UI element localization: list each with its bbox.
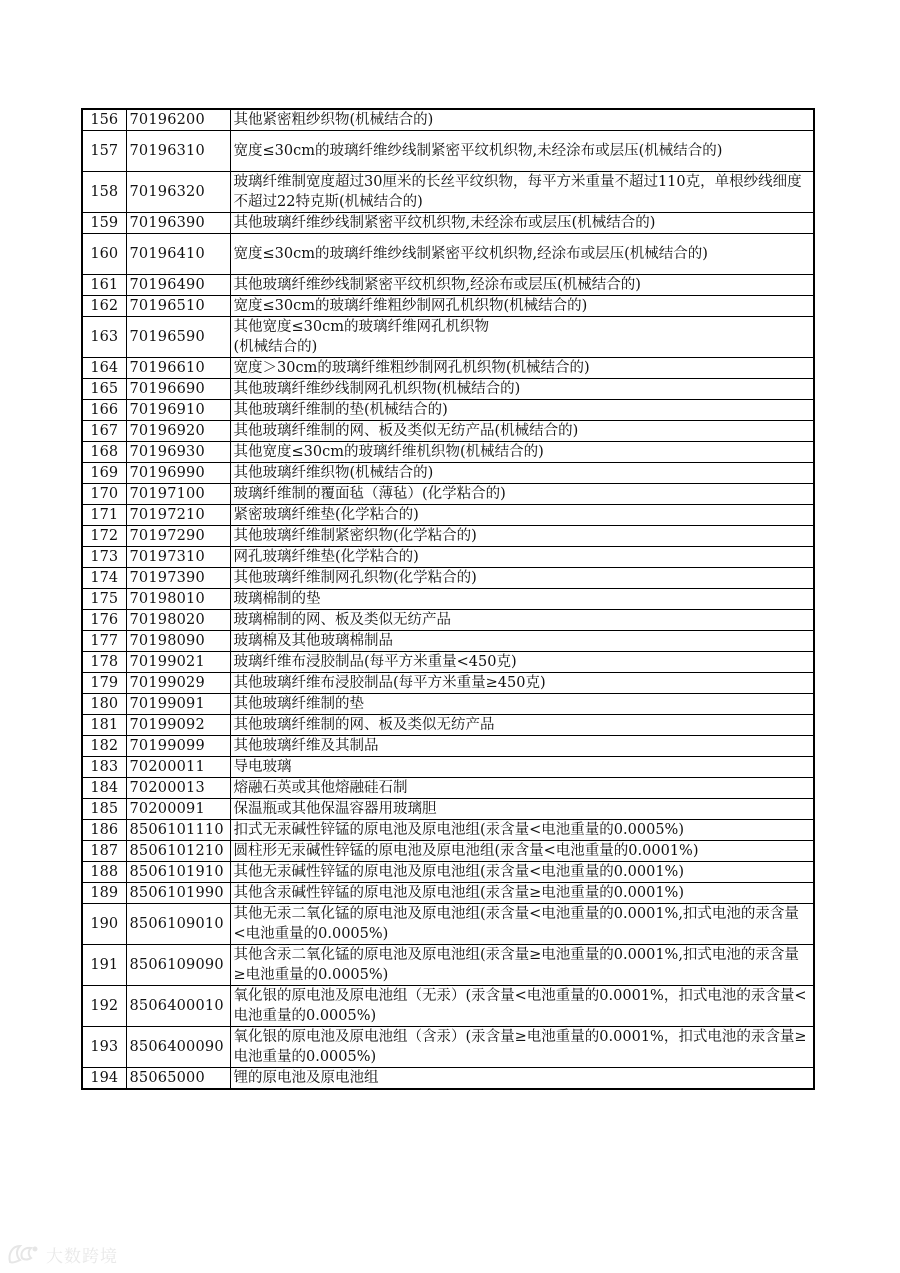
hs-code: 70197100: [126, 484, 230, 505]
hs-code: 8506101910: [126, 862, 230, 883]
product-description: 玻璃纤维制宽度超过30厘米的长丝平纹织物，每平方米重量不超过110克，单根纱线细度不超过22特克斯(机械结合的): [230, 172, 814, 213]
table-row: [82, 715, 814, 736]
product-description: 氧化银的原电池及原电池组（无汞）(汞含量<电池重量的0.0001%，扣式电池的汞含量<电池重量的0.0005%): [230, 986, 814, 1027]
row-number: 174: [82, 568, 126, 589]
row-number: 176: [82, 610, 126, 631]
hs-code: 8506101210: [126, 841, 230, 862]
row-number: 186: [82, 820, 126, 841]
product-description: 其他玻璃纤维制网孔织物(化学粘合的): [230, 568, 814, 589]
product-description: 网孔玻璃纤维垫(化学粘合的): [230, 547, 814, 568]
row-number: 162: [82, 296, 126, 317]
row-number: 181: [82, 715, 126, 736]
row-number: 161: [82, 275, 126, 296]
product-description: 其他玻璃纤维制的垫: [230, 694, 814, 715]
table-row: [82, 841, 814, 862]
hs-code: 70197390: [126, 568, 230, 589]
table-row: [82, 757, 814, 778]
product-description: 扣式无汞碱性锌锰的原电池及原电池组(汞含量<电池重量的0.0005%): [230, 820, 814, 841]
row-number: 157: [82, 131, 126, 172]
product-description: 其他玻璃纤维布浸胶制品(每平方米重量≥450克): [230, 673, 814, 694]
table-row: [82, 275, 814, 296]
row-number: 167: [82, 421, 126, 442]
table-row: [82, 213, 814, 234]
table-row: [82, 109, 814, 131]
row-number: 191: [82, 945, 126, 986]
product-description: 宽度≤30cm的玻璃纤维粗纱制网孔机织物(机械结合的): [230, 296, 814, 317]
product-description: 玻璃棉制的垫: [230, 589, 814, 610]
product-description: 圆柱形无汞碱性锌锰的原电池及原电池组(汞含量<电池重量的0.0001%): [230, 841, 814, 862]
table-row: [82, 358, 814, 379]
row-number: 160: [82, 234, 126, 275]
table-row: [82, 172, 814, 213]
table-row: [82, 778, 814, 799]
watermark: [6, 1240, 118, 1268]
hs-code: 70198020: [126, 610, 230, 631]
row-number: 187: [82, 841, 126, 862]
hs-code: 70196610: [126, 358, 230, 379]
row-number: 175: [82, 589, 126, 610]
table-row: [82, 526, 814, 547]
row-number: 173: [82, 547, 126, 568]
row-number: 183: [82, 757, 126, 778]
watermark-text: 大数跨境: [46, 1246, 118, 1267]
row-number: 192: [82, 986, 126, 1027]
product-description: 玻璃纤维制的覆面毡（薄毡）(化学粘合的): [230, 484, 814, 505]
hs-code: 70196690: [126, 379, 230, 400]
hs-code: 70199092: [126, 715, 230, 736]
row-number: 163: [82, 317, 126, 358]
product-description: 其他玻璃纤维制紧密织物(化学粘合的): [230, 526, 814, 547]
row-number: 177: [82, 631, 126, 652]
hs-code: 70200091: [126, 799, 230, 820]
table-row: [82, 463, 814, 484]
hs-code: 70196920: [126, 421, 230, 442]
table-row: [82, 234, 814, 275]
product-description: 其他无汞碱性锌锰的原电池及原电池组(汞含量<电池重量的0.0001%): [230, 862, 814, 883]
product-description: 玻璃纤维布浸胶制品(每平方米重量<450克): [230, 652, 814, 673]
hs-code: 70199091: [126, 694, 230, 715]
hs-code: 70196930: [126, 442, 230, 463]
row-number: 171: [82, 505, 126, 526]
row-number: 189: [82, 883, 126, 904]
table-row: [82, 610, 814, 631]
table-row: [82, 799, 814, 820]
table-row: [82, 694, 814, 715]
hs-code: 8506109010: [126, 904, 230, 945]
hs-code: 70196200: [126, 109, 230, 131]
product-description: 宽度＞30cm的玻璃纤维粗纱制网孔机织物(机械结合的): [230, 358, 814, 379]
product-description: 氧化银的原电池及原电池组（含汞）(汞含量≥电池重量的0.0001%，扣式电池的汞含量≥电池重量的0.0005%): [230, 1027, 814, 1068]
table-row: [82, 736, 814, 757]
hs-code: 70196590: [126, 317, 230, 358]
table-row: [82, 589, 814, 610]
table-row: [82, 547, 814, 568]
product-description: 其他紧密粗纱织物(机械结合的): [230, 109, 814, 131]
hs-code: 85065000: [126, 1068, 230, 1090]
product-description: 宽度≤30cm的玻璃纤维纱线制紧密平纹机织物,经涂布或层压(机械结合的): [230, 234, 814, 275]
product-description: 紧密玻璃纤维垫(化学粘合的): [230, 505, 814, 526]
product-description: 宽度≤30cm的玻璃纤维纱线制紧密平纹机织物,未经涂布或层压(机械结合的): [230, 131, 814, 172]
product-description: 玻璃棉制的网、板及类似无纺产品: [230, 610, 814, 631]
table-row: [82, 862, 814, 883]
product-description: 其他含汞碱性锌锰的原电池及原电池组(汞含量≥电池重量的0.0001%): [230, 883, 814, 904]
product-description: 其他玻璃纤维纱线制网孔机织物(机械结合的): [230, 379, 814, 400]
product-description: 导电玻璃: [230, 757, 814, 778]
row-number: 164: [82, 358, 126, 379]
hs-code: 70196910: [126, 400, 230, 421]
table-row: [82, 945, 814, 986]
table-row: [82, 883, 814, 904]
row-number: 184: [82, 778, 126, 799]
hs-code: 70197310: [126, 547, 230, 568]
row-number: 180: [82, 694, 126, 715]
hs-code: 70199021: [126, 652, 230, 673]
row-number: 156: [82, 109, 126, 131]
hs-code: 70197290: [126, 526, 230, 547]
row-number: 168: [82, 442, 126, 463]
product-description: 熔融石英或其他熔融硅石制: [230, 778, 814, 799]
hs-code: 70199029: [126, 673, 230, 694]
row-number: 179: [82, 673, 126, 694]
hs-code: 70196320: [126, 172, 230, 213]
row-number: 158: [82, 172, 126, 213]
table-row: [82, 568, 814, 589]
table-row: [82, 484, 814, 505]
hs-code: 8506400090: [126, 1027, 230, 1068]
product-description: 锂的原电池及原电池组: [230, 1068, 814, 1090]
row-number: 170: [82, 484, 126, 505]
hs-code: 70200013: [126, 778, 230, 799]
hs-code: 8506101990: [126, 883, 230, 904]
hs-code: 70198090: [126, 631, 230, 652]
hs-code: 8506101110: [126, 820, 230, 841]
hs-code: 70197210: [126, 505, 230, 526]
table-row: [82, 317, 814, 358]
row-number: 188: [82, 862, 126, 883]
row-number: 185: [82, 799, 126, 820]
hs-code: 70200011: [126, 757, 230, 778]
hs-code: 70196310: [126, 131, 230, 172]
table-row: [82, 820, 814, 841]
hs-code: 70198010: [126, 589, 230, 610]
product-description: 其他含汞二氧化锰的原电池及原电池组(汞含量≥电池重量的0.0001%,扣式电池的汞含量≥电池重量的0.0005%): [230, 945, 814, 986]
product-description: 保温瓶或其他保温容器用玻璃胆: [230, 799, 814, 820]
product-description: 其他无汞二氧化锰的原电池及原电池组(汞含量<电池重量的0.0001%,扣式电池的汞含量<电池重量的0.0005%): [230, 904, 814, 945]
row-number: 169: [82, 463, 126, 484]
row-number: 172: [82, 526, 126, 547]
row-number: 193: [82, 1027, 126, 1068]
row-number: 182: [82, 736, 126, 757]
product-description: 其他玻璃纤维制的网、板及类似无纺产品(机械结合的): [230, 421, 814, 442]
product-description: 其他玻璃纤维织物(机械结合的): [230, 463, 814, 484]
table-row: [82, 673, 814, 694]
hs-code: 8506400010: [126, 986, 230, 1027]
product-description: 其他玻璃纤维纱线制紧密平纹机织物,未经涂布或层压(机械结合的): [230, 213, 814, 234]
product-description: 其他玻璃纤维制的网、板及类似无纺产品: [230, 715, 814, 736]
table-row: [82, 131, 814, 172]
row-number: 194: [82, 1068, 126, 1090]
product-description: 其他宽度≤30cm的玻璃纤维网孔机织物 (机械结合的): [230, 317, 814, 358]
product-description: 其他玻璃纤维制的垫(机械结合的): [230, 400, 814, 421]
table-row: [82, 400, 814, 421]
hs-code: 70196410: [126, 234, 230, 275]
table-row: [82, 442, 814, 463]
brand-logo-icon: [6, 1242, 40, 1266]
hs-code: 8506109090: [126, 945, 230, 986]
product-description: 玻璃棉及其他玻璃棉制品: [230, 631, 814, 652]
table-row: [82, 1068, 814, 1090]
row-number: 178: [82, 652, 126, 673]
table-row: [82, 904, 814, 945]
hs-code: 70196390: [126, 213, 230, 234]
row-number: 165: [82, 379, 126, 400]
hs-code: 70196490: [126, 275, 230, 296]
table-row: [82, 652, 814, 673]
table-row: [82, 986, 814, 1027]
table-row: [82, 421, 814, 442]
hs-code: 70196990: [126, 463, 230, 484]
table-row: [82, 296, 814, 317]
table-row: [82, 631, 814, 652]
table-row: [82, 1027, 814, 1068]
hs-code: 70199099: [126, 736, 230, 757]
row-number: 190: [82, 904, 126, 945]
product-description: 其他玻璃纤维纱线制紧密平纹机织物,经涂布或层压(机械结合的): [230, 275, 814, 296]
product-code-table: [81, 108, 815, 1090]
row-number: 159: [82, 213, 126, 234]
hs-code: 70196510: [126, 296, 230, 317]
product-description: 其他玻璃纤维及其制品: [230, 736, 814, 757]
table-row: [82, 379, 814, 400]
product-description: 其他宽度≤30cm的玻璃纤维机织物(机械结合的): [230, 442, 814, 463]
table-row: [82, 505, 814, 526]
table-body: [82, 109, 814, 1089]
row-number: 166: [82, 400, 126, 421]
